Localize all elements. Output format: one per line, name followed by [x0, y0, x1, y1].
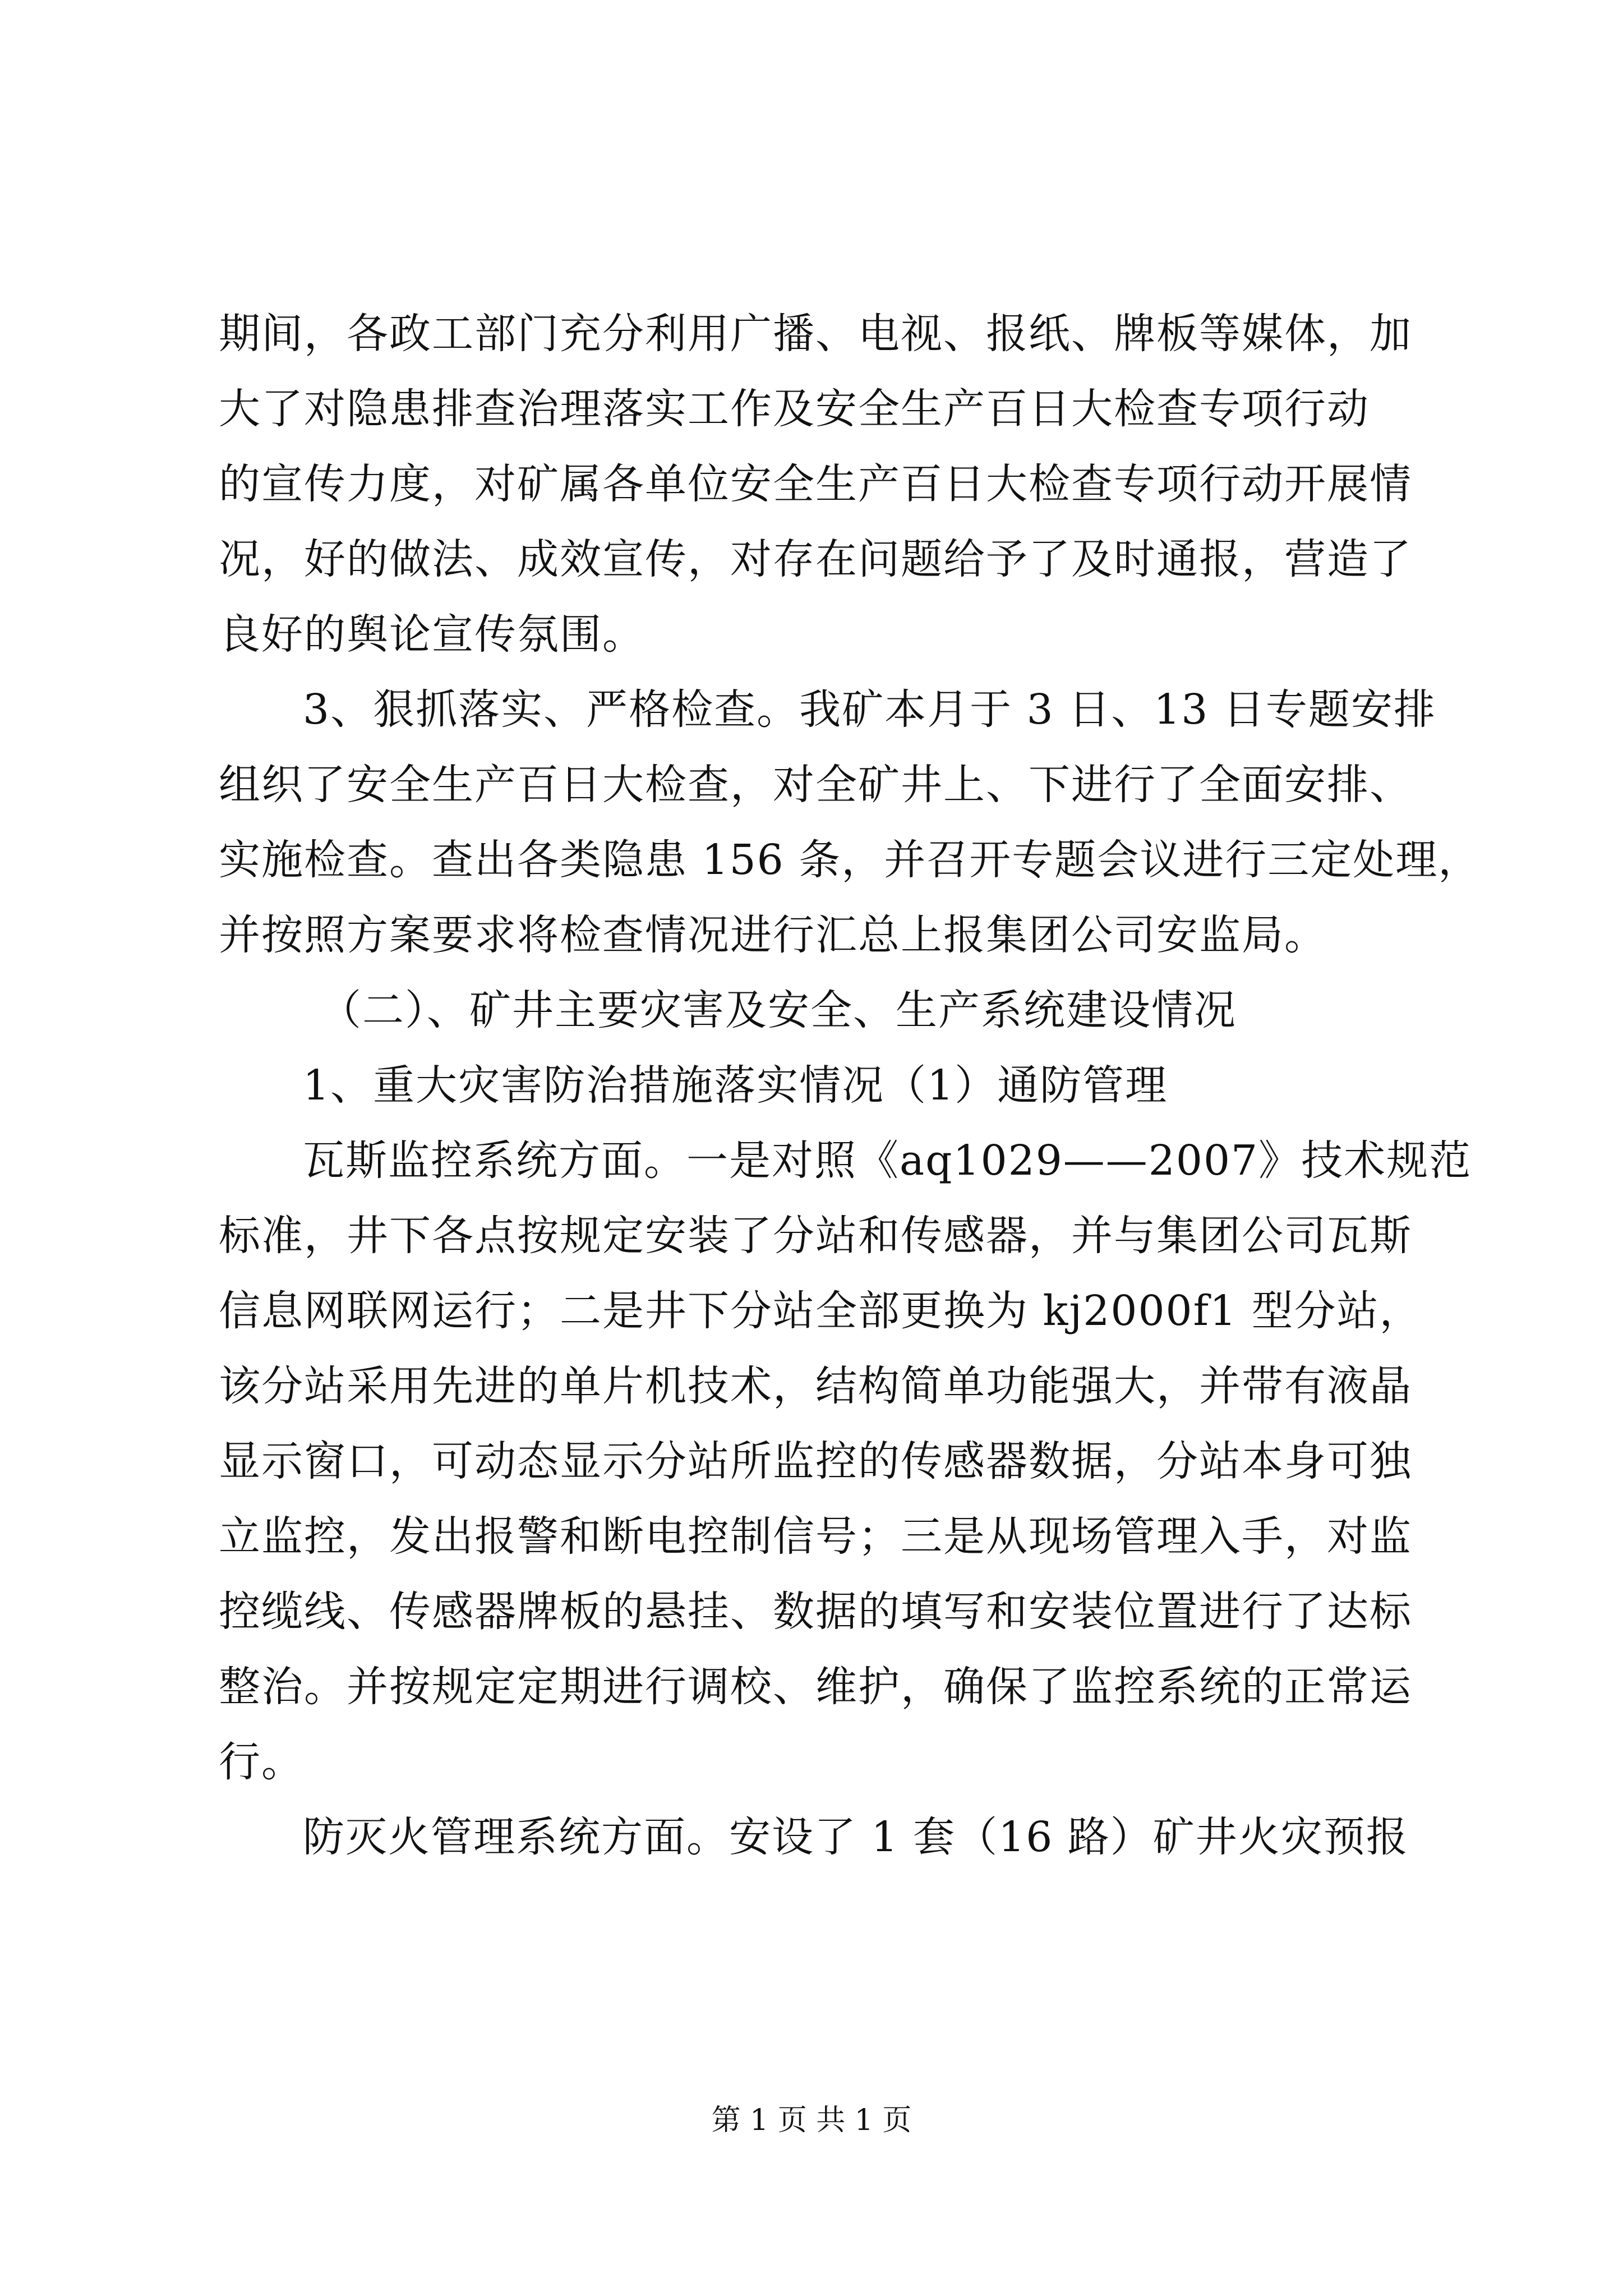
paragraph-start-line: 瓦斯监控系统方面。一是对照《aq1029——2007》技术规范	[303, 1137, 1472, 1185]
text-line: 期间，各政工部门充分利用广播、电视、报纸、牌板等媒体，加	[219, 310, 1412, 358]
text-line: 行。	[219, 1738, 304, 1786]
paragraph-start-line: 防灭火管理系统方面。安设了 1 套（16 路）矿井火灾预报	[303, 1813, 1409, 1861]
text-line: 显示窗口，可动态显示分站所监控的传感器数据，分站本身可独	[219, 1437, 1412, 1485]
text-line: 控缆线、传感器牌板的悬挂、数据的填写和安装位置进行了达标	[219, 1588, 1412, 1636]
text-line: 整治。并按规定定期进行调校、维护，确保了监控系统的正常运	[219, 1663, 1412, 1711]
text-line: 况，好的做法、成效宣传，对存在问题给予了及时通报，营造了	[219, 535, 1412, 583]
text-line: 该分站采用先进的单片机技术，结构简单功能强大，并带有液晶	[219, 1362, 1412, 1410]
text-line: 大了对隐患排查治理落实工作及安全生产百日大检查专项行动	[219, 385, 1370, 433]
page-footer: 第 1 页 共 1 页	[711, 2104, 912, 2137]
text-line: 并按照方案要求将检查情况进行汇总上报集团公司安监局。	[219, 911, 1327, 959]
paragraph-start-line: 3、狠抓落实、严格检查。我矿本月于 3 日、13 日专题安排	[303, 685, 1436, 734]
section-heading: （二）、矿井主要灾害及安全、生产系统建设情况	[320, 986, 1237, 1034]
document-body	[219, 296, 1481, 1875]
subsection-heading: 1、重大灾害防治措施落实情况（1）通防管理	[303, 1061, 1168, 1110]
text-line: 组织了安全生产百日大检查，对全矿井上、下进行了全面安排、	[219, 761, 1412, 809]
text-line: 标准，井下各点按规定安装了分站和传感器，并与集团公司瓦斯	[219, 1212, 1412, 1260]
text-line: 信息网联网运行；二是井下分站全部更换为 kj2000f1 型分站，	[219, 1287, 1422, 1335]
text-line: 的宣传力度，对矿属各单位安全生产百日大检查专项行动开展情	[219, 460, 1412, 508]
text-line: 良好的舆论宣传氛围。	[219, 610, 645, 659]
text-line: 立监控，发出报警和断电控制信号；三是从现场管理入手，对监	[219, 1512, 1412, 1561]
text-line: 实施检查。查出各类隐患 156 条，并召开专题会议进行三定处理，	[219, 836, 1481, 884]
